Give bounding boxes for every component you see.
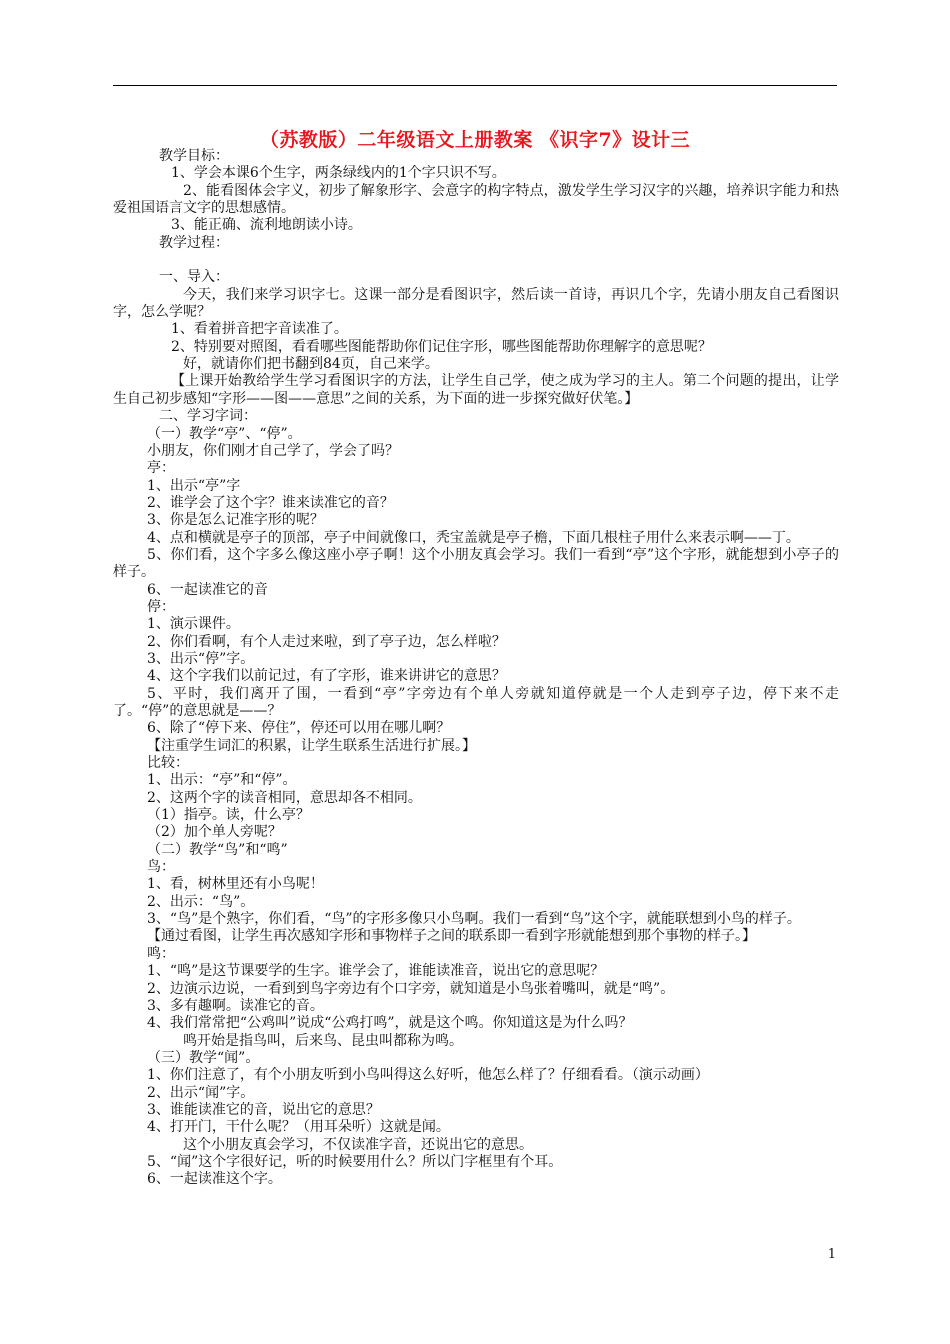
body-line: 4、我们常常把“公鸡叫”说成“公鸡打鸣”，就是这个鸣。你知道这是为什么吗？: [147, 1015, 633, 1032]
body-line: 6、一起读准这个字。: [147, 1171, 282, 1188]
body-line: 3、你是怎么记准字形的呢？: [147, 512, 324, 529]
body-line: 2、出示“闻”字。: [147, 1084, 255, 1101]
body-line: 1、“鸣”是这节课要学的生字。谁学会了，谁能读准音，说出它的意思呢？: [147, 963, 605, 980]
body-line: 2、谁学会了这个字？谁来读准它的音？: [147, 494, 394, 511]
body-line: 2、特别要对照图，看看哪些图能帮助你们记住字形，哪些图能帮助你理解字的意思呢？: [171, 338, 712, 355]
body-line: 一、导入：: [159, 269, 229, 286]
body-line: 2、边演示边说，一看到到鸟字旁边有个口字旁，就知道是小鸟张着嘴叫，就是“鸣”。: [147, 980, 675, 997]
body-line: 5、“闻”这个字很好记，听的时候要用什么？所以门字框里有个耳。: [147, 1153, 563, 1170]
body-line: 【注重学生词汇的积累，让学生联系生活进行扩展。】: [147, 737, 476, 754]
body-line: 1、演示课件。: [147, 616, 240, 633]
body-line: 1、看，树林里还有小鸟呢！: [147, 876, 324, 893]
body-line: 2、能看图体会字义，初步了解象形字、会意字的构字特点，激发学生学习汉字的兴趣，培养识字能力和热爱祖国语言文字的思想感情。: [113, 182, 839, 217]
body-line: 3、多有趣啊。读准它的音。: [147, 997, 324, 1014]
body-line: [113, 252, 839, 269]
body-line: 3、能正确、流利地朗读小诗。: [171, 217, 362, 234]
document-title: （苏教版）二年级语文上册教案 《识字7》设计三: [259, 129, 691, 151]
body-line: 2、你们看啊，有个人走过来啦，到了亭子边，怎么样啦？: [147, 633, 506, 650]
body-line: （三）教学“闻”。: [147, 1049, 260, 1066]
body-line: 亭：: [147, 460, 175, 477]
body-line: 3、“鸟”是个熟字，你们看，“鸟”的字形多像只小鸟啊。我们一看到“鸟”这个字，就能联想到小鸟的样子。: [147, 911, 801, 928]
body-line: 4、点和横就是亭子的顶部，亭子中间就像口，秃宝盖就是亭子檐，下面几根柱子用什么来表示啊——丁。: [147, 529, 800, 546]
body-line: 1、学会本课6个生字，两条绿线内的1个字只识不写。: [171, 165, 506, 182]
document-body: [113, 148, 839, 1189]
body-line: 4、打开门，干什么呢？（用耳朵听）这就是闻。: [147, 1119, 450, 1136]
body-line: 好，就请你们把书翻到84页，自己来学。: [183, 356, 439, 373]
body-line: 教学目标：: [159, 148, 229, 164]
header-rule: [113, 85, 837, 86]
body-line: 1、你们注意了，有个小朋友听到小鸟叫得这么好听，他怎么样了？仔细看看。（演示动画）: [147, 1067, 709, 1084]
body-line: 6、一起读准它的音: [147, 581, 268, 598]
body-line: 【上课开始教给学生学习看图识字的方法，让学生自己学，使之成为学习的主人。第二个问题的提出，让学生自己初步感知“字形——图——意思”之间的关系，为下面的进一步探究做好伏笔。】: [113, 373, 839, 407]
body-line: 今天，我们来学习识字七。这课一部分是看图识字，然后读一首诗，再识几个字，先请小朋友自己看图识字，怎么学呢？: [113, 286, 839, 321]
body-line: 2、这两个字的读音相同，意思却各不相同。: [147, 789, 422, 806]
body-line: 3、出示“停”字。: [147, 650, 255, 667]
page-number: 1: [827, 1247, 836, 1262]
body-line: （一）教学“亭”、“停”。: [147, 425, 302, 442]
body-line: 1、看着拼音把字音读准了。: [171, 321, 348, 338]
body-line: 比较：: [147, 755, 189, 772]
body-line: 4、这个字我们以前记过，有了字形，谁来讲讲它的意思？: [147, 668, 506, 685]
body-line: 1、出示：“亭”和“停”。: [147, 772, 297, 789]
body-line: 5、你们看，这个字多么像这座小亭子啊！这个小朋友真会学习。我们一看到“亭”这个字形，就能想到小亭子的样子。: [113, 546, 839, 581]
body-line: 6、除了“停下来、停住”，停还可以用在哪儿啊？: [147, 720, 451, 737]
body-line: （2）加个单人旁呢？: [147, 824, 282, 841]
body-line: 2、出示：“鸟”。: [147, 893, 255, 910]
body-line: 停：: [147, 598, 175, 615]
body-line: 二、学习字词：: [159, 408, 257, 425]
body-line: （1）指亭。读，什么亭？: [147, 807, 310, 824]
body-line: （二）教学“鸟”和“鸣”: [147, 841, 288, 858]
body-line: 1、出示“亭”字: [147, 477, 241, 494]
body-line: 鸣：: [147, 945, 175, 962]
body-line: 小朋友，你们刚才自己学了，学会了吗？: [147, 442, 399, 459]
body-line: 鸟：: [147, 859, 175, 876]
body-line: 3、谁能读准它的音，说出它的意思？: [147, 1101, 380, 1118]
body-line: 【通过看图，让学生再次感知字形和事物样子之间的联系即一看到字形就能想到那个事物的样子。】: [147, 928, 756, 945]
body-line: 这个小朋友真会学习，不仅读准字音，还说出它的意思。: [183, 1136, 533, 1153]
body-line: 鸣开始是指鸟叫，后来鸟、昆虫叫都称为鸣。: [183, 1032, 463, 1049]
body-line: 5、平时，我们离开了围，一看到“亭”字旁边有个单人旁就知道停就是一个人走到亭子边，停下来不走了。“停”的意思就是——？: [113, 685, 839, 719]
body-line: 教学过程：: [159, 234, 229, 251]
